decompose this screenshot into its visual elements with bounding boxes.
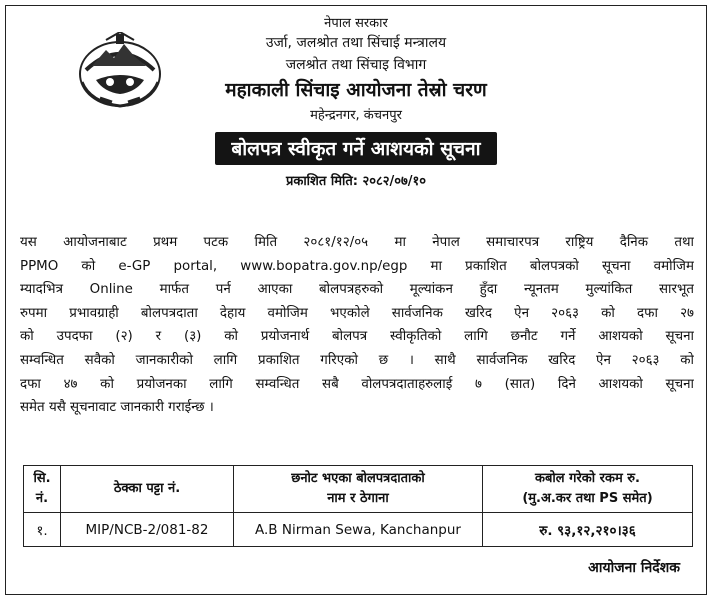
table-header-row (24, 466, 693, 513)
header-amount-line-2: (मु.अ.कर तथा PS समेत) (522, 491, 653, 506)
cell-contract-number: MIP/NCB-2/081-82 (61, 513, 234, 547)
header-amount (483, 466, 693, 513)
header-contract-number: ठेक्का पट्टा नं. (61, 466, 234, 513)
notice-frame (5, 5, 707, 595)
body-line: को उपदफा (२) र (३) को प्रयोजनार्थ बोलपत्र स्वीकृतिको लागि छनौट गर्ने आशयको सूचना (20, 329, 694, 345)
body-line: म्यादभित्र Online मार्फत पर्न आएका बोलपत्रहरुको मूल्यांकन हुँदा न्यूनतम मुल्यांकित सारभूत (20, 282, 694, 298)
notice-body (20, 231, 694, 420)
published-date: प्रकाशित मिति: २०८२/०७/१० (285, 174, 427, 190)
government-name: नेपाल सरकार (324, 16, 388, 31)
body-line: PPMO को e-GP portal, www.bopatra.gov.np/egp मा प्रकाशित बोलपत्रको सूचना वमोजिम (20, 258, 694, 274)
body-line: दफा ४७ को प्रयोजनका लागि सम्वन्धित सबै वोलपत्रदाताहरुलाई ७ (सात) दिने आशयको सूचना (20, 376, 694, 392)
notice-header (6, 14, 706, 191)
notice-title: बोलपत्र स्वीकृत गर्ने आशयको सूचना (215, 132, 496, 165)
header-serial-line-2: नं. (35, 491, 49, 506)
header-bidder-line-1: छनोट भएका बोलपत्रदाताको (291, 471, 425, 486)
ministry-name: उर्जा, जलश्रोत तथा सिंचाई मन्त्रालय (265, 35, 447, 52)
header-serial-number (24, 466, 61, 513)
selected-bidder-table (23, 465, 693, 547)
notice-title-wrap (6, 132, 706, 165)
cell-bidder: A.B Nirman Sewa, Kanchanpur (234, 513, 483, 547)
header-bidder-line-2: नाम र ठेगाना (327, 491, 389, 506)
cell-amount: रु. ९३,१२,२१०।३६ (483, 513, 693, 547)
header-serial-line-1: सि. (33, 471, 51, 486)
body-line: सम्वन्धित सवैको जानकारीको लागि प्रकाशित गरिएको छ । साथै सार्वजनिक खरिद ऐन २०६३ को (20, 352, 694, 368)
header-amount-line-1: कबोल गरेको रकम रु. (535, 471, 640, 486)
body-line: समेत यसै सूचनावाट जानकारी गराईन्छ । (20, 400, 214, 416)
project-location: महेन्द्रनगर, कंचनपुर (310, 108, 402, 123)
header-bidder (234, 466, 483, 513)
body-line: यस आयोजनाबाट प्रथम पटक मिति २०८१/१२/०५ मा नेपाल समाचारपत्र राष्ट्रिय दैनिक तथा (20, 235, 694, 250)
project-name: महाकाली सिंचाइ आयोजना तेस्रो चरण (225, 79, 487, 102)
cell-serial-number: १. (24, 513, 61, 547)
signature-designation: आयोजना निर्देशक (588, 560, 680, 576)
department-name: जलश्रोत तथा सिंचाइ विभाग (285, 56, 427, 73)
body-line: रुपमा प्रभावग्राही बोलपत्रदाता देहाय वमोजिम भएकोले सार्वजनिक खरिद ऐन २०६३ को दफा २७ (20, 305, 694, 321)
table-row (24, 513, 693, 547)
